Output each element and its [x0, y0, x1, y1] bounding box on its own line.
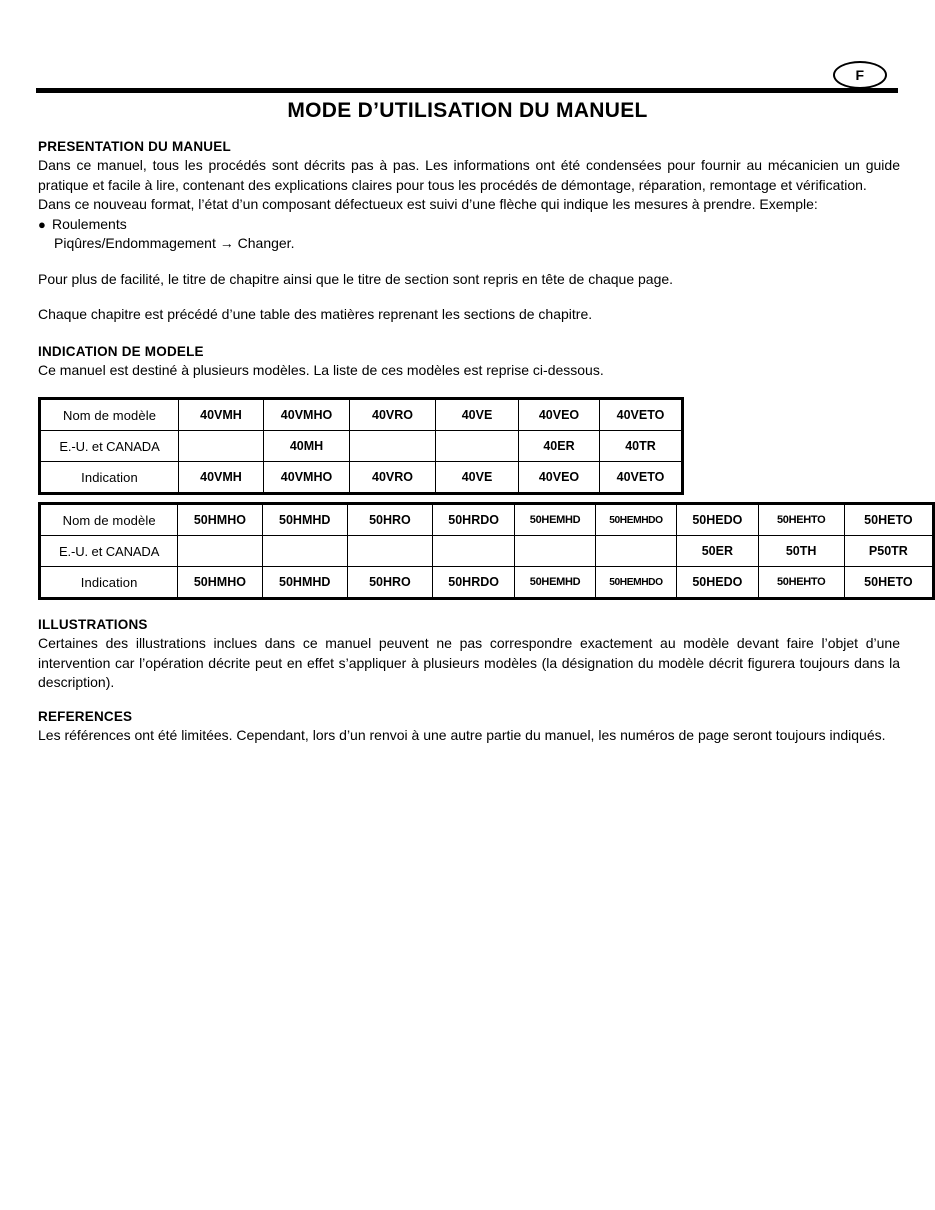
row-label: Nom de modèle	[40, 504, 178, 536]
spacer	[38, 693, 900, 709]
table-cell: 50HEDO	[677, 567, 758, 599]
row-label: Nom de modèle	[40, 399, 179, 431]
table-cell: 50HETO	[844, 504, 933, 536]
table-cell: 50HEMHDO	[595, 504, 676, 536]
example-bullet-detail: Piqûres/Endommagement → Changer.	[54, 235, 295, 251]
section-heading-references: REFERENCES	[38, 708, 133, 724]
table-cell: 40VETO	[600, 462, 683, 494]
header-rule	[36, 88, 898, 93]
spacer	[38, 325, 900, 344]
table-cell: 40VEO	[519, 399, 600, 431]
example-bullet-item	[38, 215, 900, 235]
row-label: Indication	[40, 567, 178, 599]
table-cell: 50HEMHD	[515, 567, 595, 599]
table-row	[40, 567, 934, 599]
row-label: E.-U. et CANADA	[40, 536, 178, 567]
table-cell: 50HEHTO	[758, 567, 844, 599]
language-badge-label: F	[855, 67, 865, 83]
table-cell	[179, 431, 264, 462]
table-cell: 50HEHTO	[758, 504, 844, 536]
spacer	[38, 254, 900, 270]
table-cell: 50HMHO	[178, 567, 262, 599]
row-label: Indication	[40, 462, 179, 494]
table-cell: 50ER	[677, 536, 758, 567]
table-row	[40, 431, 683, 462]
table-cell: 40ER	[519, 431, 600, 462]
table-cell: 50HETO	[844, 567, 933, 599]
table-cell: 40VEO	[519, 462, 600, 494]
references-paragraph: Les références ont été limitées. Cependant, lors d’un renvoi à une autre partie du manuel, les numéros de page seront toujours indiqués.	[38, 726, 886, 743]
table-cell	[432, 536, 514, 567]
table-cell: 40MH	[264, 431, 350, 462]
table-cell: 50HRDO	[432, 567, 514, 599]
presentation-paragraph-2: Dans ce nouveau format, l’état d’un composant défectueux est suivi d’une flèche qui indique les mesures à prendre. Exemple:	[38, 196, 818, 212]
table-cell: 50HRDO	[432, 504, 514, 536]
table-cell: 40VE	[436, 462, 519, 494]
table-cell: 50HMHO	[178, 504, 262, 536]
table-cell: 40VETO	[600, 399, 683, 431]
table-row	[40, 536, 934, 567]
table-cell: 50HEMHDO	[595, 567, 676, 599]
presentation-paragraph-1: Dans ce manuel, tous les procédés sont décrits pas à pas. Les informations ont été condensées pour fournir au mécanicien un guide pratique et facile à lire, contenant des explications claires pour tous les procédés de démontage, réparation, remontage et vérification.	[38, 157, 900, 193]
bullet-dot-icon: ●	[38, 216, 46, 232]
table-cell: 50HEMHD	[515, 504, 595, 536]
table-cell: 40VMH	[179, 399, 264, 431]
table-cell: P50TR	[844, 536, 933, 567]
model-table-40-series	[38, 397, 684, 495]
language-badge	[833, 61, 887, 89]
table-cell: 40VE	[436, 399, 519, 431]
row-label: E.-U. et CANADA	[40, 431, 179, 462]
table-cell	[347, 536, 432, 567]
indication-intro: Ce manuel est destiné à plusieurs modèles. La liste de ces modèles est reprise ci-dessous.	[38, 361, 604, 378]
example-bullet-label: Roulements	[52, 215, 127, 232]
table-row	[40, 462, 683, 494]
illustrations-paragraph: Certaines des illustrations inclues dans ce manuel peuvent ne pas correspondre exactement au modèle devant faire l’objet d’une intervention car l’opération décrite peut en effet s’appliquer à plusieurs modèles (la désignation du modèle décrit figurera toujours dans la description).	[38, 635, 900, 690]
table-cell: 50HMHD	[262, 504, 347, 536]
presentation-paragraph-4: Chaque chapitre est précédé d’une table des matières reprenant les sections de chapitre.	[38, 306, 593, 322]
page-content-bottom	[38, 617, 900, 745]
section-heading-illustrations: ILLUSTRATIONS	[38, 617, 148, 632]
section-heading-presentation: PRESENTATION DU MANUEL	[38, 139, 231, 154]
table-cell	[595, 536, 676, 567]
table-cell: 50HRO	[347, 567, 432, 599]
presentation-paragraph-3: Pour plus de facilité, le titre de chapitre ainsi que le titre de section sont repris en tête de chaque page.	[38, 270, 674, 287]
table-cell: 40VMH	[179, 462, 264, 494]
table-cell: 40VMHO	[264, 462, 350, 494]
table-cell	[350, 431, 436, 462]
table-cell: 40VRO	[350, 399, 436, 431]
table-cell: 40VMHO	[264, 399, 350, 431]
spacer	[38, 289, 900, 305]
model-table-50-series	[38, 502, 935, 600]
table-cell: 50TH	[758, 536, 844, 567]
table-cell	[262, 536, 347, 567]
table-cell	[178, 536, 262, 567]
page-content	[38, 139, 900, 380]
table-cell: 50HRO	[347, 504, 432, 536]
table-cell: 50HEDO	[677, 504, 758, 536]
page-title: MODE D’UTILISATION DU MANUEL	[287, 99, 648, 122]
section-heading-indication: INDICATION DE MODELE	[38, 343, 204, 359]
table-row	[40, 504, 934, 536]
table-row	[40, 399, 683, 431]
table-cell	[515, 536, 595, 567]
table-cell: 50HMHD	[262, 567, 347, 599]
table-cell: 40TR	[600, 431, 683, 462]
table-cell: 40VRO	[350, 462, 436, 494]
table-cell	[436, 431, 519, 462]
